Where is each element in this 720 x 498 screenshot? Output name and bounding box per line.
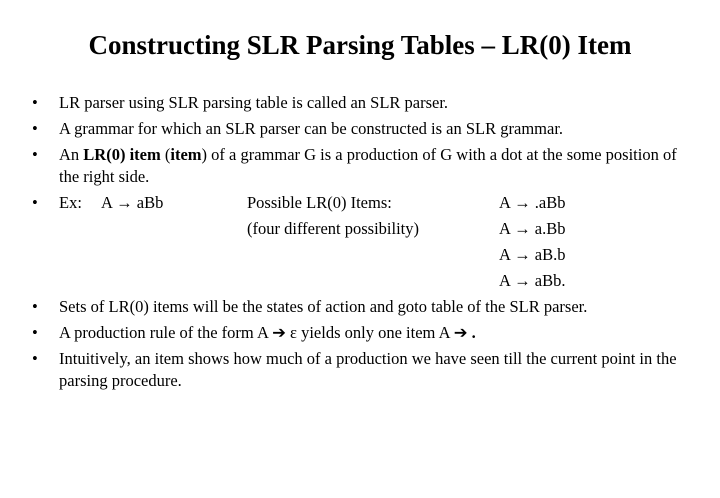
bullet-text: Sets of LR(0) items will be the states of action and goto table of the SLR parser. xyxy=(59,297,588,316)
bullet-item xyxy=(32,322,692,344)
bullet-dot: • xyxy=(32,323,38,342)
bullet-text-post: ) of a grammar G is a production of G with a dot at the some position of the right side. xyxy=(59,145,677,186)
bullet-item xyxy=(32,144,692,188)
bullet-list xyxy=(32,92,692,396)
slide-title: Constructing SLR Parsing Tables – LR(0) Item xyxy=(88,30,632,60)
bullet-text: A production rule of the form A ➔ ε yields only one item A ➔ xyxy=(59,323,472,342)
term-lr0-item: LR(0) item xyxy=(83,145,161,164)
bullet-dot: • xyxy=(32,119,38,138)
example-row xyxy=(59,270,692,296)
bullet-item xyxy=(32,348,692,392)
term-item: item xyxy=(170,145,202,164)
item-dot: . xyxy=(471,323,476,342)
example-bullet xyxy=(32,192,692,296)
example-note: (four different possibility) xyxy=(247,219,419,238)
example-row xyxy=(59,244,692,270)
lr0-item: A → aB.b xyxy=(499,245,566,264)
example-label: Possible LR(0) Items: xyxy=(247,193,392,212)
bullet-item xyxy=(32,118,692,140)
bullet-dot: • xyxy=(32,145,38,164)
bullet-text-pre: An xyxy=(59,145,84,164)
bullet-item xyxy=(32,296,692,318)
bullet-dot: • xyxy=(32,93,38,112)
bullet-text: Intuitively, an item shows how much of a production we have seen till the current point in the parsing procedure. xyxy=(59,349,677,390)
example-prefix: Ex: xyxy=(59,193,82,212)
bullet-dot: • xyxy=(32,349,38,368)
bullet-dot: • xyxy=(32,297,38,316)
example-row xyxy=(59,192,692,218)
example-row xyxy=(59,218,692,244)
lr0-item: A → .aBb xyxy=(499,193,566,212)
bullet-text: A grammar for which an SLR parser can be constructed is an SLR grammar. xyxy=(59,119,564,138)
example-production: A → aBb xyxy=(101,193,164,212)
lr0-item: A → aBb. xyxy=(499,271,566,290)
bullet-text-mid: ( xyxy=(160,145,171,164)
lr0-item: A → a.Bb xyxy=(499,219,566,238)
bullet-dot: • xyxy=(32,193,38,212)
bullet-item xyxy=(32,92,692,114)
bullet-text: LR parser using SLR parsing table is called an SLR parser. xyxy=(59,93,449,112)
